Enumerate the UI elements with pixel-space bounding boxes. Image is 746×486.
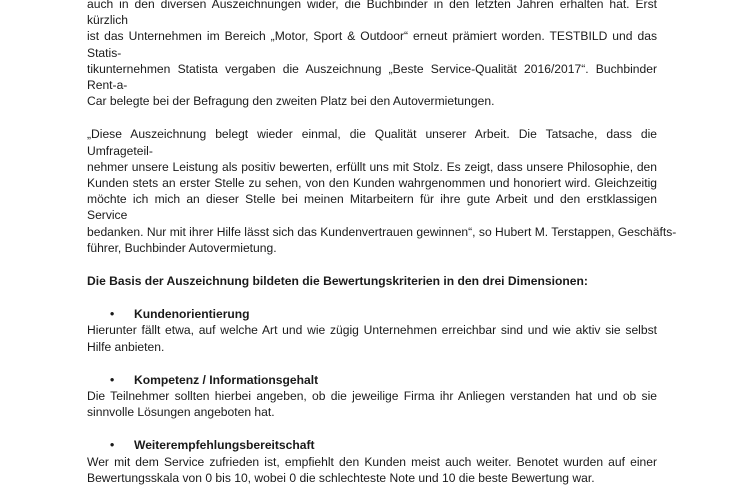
quote-paragraph xyxy=(87,126,677,256)
quote-line: bedanken. Nur mit ihrer Hilfe lässt sich das Kundenvertrauen gewinnen“, so Hubert M. Terstappen, Geschäfts- xyxy=(87,224,677,239)
criteria-item-title-row xyxy=(87,372,657,388)
quote-line: möchte ich mich an dieser Stelle bei meinen Mitarbeitern für ihre gute Arbeit und den erstklassigen Service xyxy=(87,192,657,223)
paragraph-gap xyxy=(87,420,657,437)
document-page xyxy=(87,0,677,486)
criteria-item-line: Wer mit dem Service zufrieden ist, empfiehlt den Kunden meist auch weiter. Benotet wurden auf einer xyxy=(87,454,657,469)
intro-paragraph xyxy=(87,0,657,109)
paragraph-gap xyxy=(87,256,657,273)
criteria-item-body xyxy=(87,388,657,420)
intro-line: auch in den diversen Auszeichnungen wider, die Buchbinder in den letzten Jahren erhalten hat. Erst kürzlich xyxy=(87,0,657,28)
intro-line: tikunternehmen Statista vergaben die Auszeichnung „Beste Service-Qualität 2016/2017“. Buchbinder Rent-a- xyxy=(87,61,657,93)
criteria-item-title-row xyxy=(87,306,657,322)
criteria-item xyxy=(87,306,657,355)
criteria-item-line: Bewertungsskala von 0 bis 10, wobei 0 die schlechteste Note und 10 die beste Bewertung war. xyxy=(87,470,595,485)
paragraph-gap xyxy=(87,289,657,306)
intro-line: ist das Unternehmen im Bereich „Motor, Sport & Outdoor“ erneut prämiert worden. TESTBILD und das Statis- xyxy=(87,29,657,60)
criteria-item xyxy=(87,437,657,486)
criteria-item-line: Hilfe anbieten. xyxy=(87,339,165,354)
bullet-icon: • xyxy=(110,372,115,387)
criteria-item-line: sinnvolle Lösungen angeboten hat. xyxy=(87,405,275,420)
criteria-item-line: Hierunter fällt etwa, auf welche Art und wie zügig Unternehmen erreichbar sind und wie aktiv sie selbst xyxy=(87,323,657,338)
quote-line: führer, Buchbinder Autovermietung. xyxy=(87,240,277,255)
criteria-item xyxy=(87,372,657,421)
criteria-heading: Die Basis der Auszeichnung bildeten die Bewertungskriterien in den drei Dimensionen: xyxy=(87,274,588,289)
paragraph-gap xyxy=(87,109,657,126)
quote-line: nehmer unsere Leistung als positiv bewerten, erfüllt uns mit Stolz. Es zeigt, dass unsere Philosophie, den xyxy=(87,159,657,174)
bullet-icon: • xyxy=(110,438,115,453)
criteria-item-line: Die Teilnehmer sollten hierbei angeben, ob die jeweilige Firma ihr Anliegen verstanden hat und ob sie xyxy=(87,389,657,404)
intro-line: Car belegte bei der Befragung den zweiten Platz bei den Autovermietungen. xyxy=(87,94,495,109)
criteria-item-body xyxy=(87,322,657,354)
bullet-icon: • xyxy=(110,307,115,322)
criteria-item-title: Kompetenz / Informationsgehalt xyxy=(134,372,319,387)
criteria-item-body xyxy=(87,454,657,486)
criteria-item-title-row xyxy=(87,437,657,453)
quote-line: „Diese Auszeichnung belegt wieder einmal, die Qualität unserer Arbeit. Die Tatsache, dass die Umfrageteil- xyxy=(87,127,657,158)
quote-line: Kunden stets an erster Stelle zu sehen, von den Kunden wahrgenommen und honoriert wird. Gleichzeitig xyxy=(87,176,657,191)
criteria-item-title: Weiterempfehlungsbereitschaft xyxy=(134,438,315,453)
paragraph-gap xyxy=(87,355,657,372)
criteria-item-title: Kundenorientierung xyxy=(134,307,250,322)
